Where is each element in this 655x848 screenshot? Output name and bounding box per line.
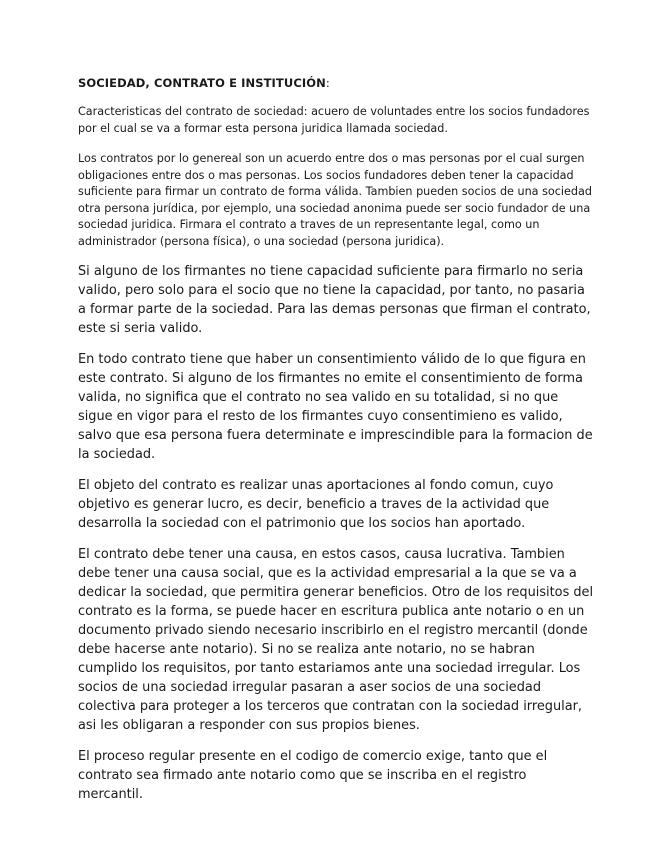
paragraph-object: El objeto del contrato es realizar unas aportaciones al fondo comun, cuyo objetivo es generar lucro, es decir, beneficio a traves de la actividad que desarrolla la sociedad con el patrimonio que los socios han aportado.: [78, 478, 554, 531]
title-text: SOCIEDAD, CONTRATO E INSTITUCIÓN: [78, 76, 326, 90]
paragraph-regular-process: El proceso regular presente en el codigo de comercio exige, tanto que el contrato sea firmado ante notario como que se inscriba en el registro mercantil.: [78, 749, 548, 802]
paragraph-contracts: Los contratos por lo genereal son un acuerdo entre dos o mas personas por el cual surgen obligaciones entre dos o mas personas. Los socios fundadores deben tener la capacidad suficiente para firmar un contrato de forma válida. Tambien pueden socios de una sociedad otra persona jurídica, por ejemplo, una sociedad anonima puede ser socio fundador de una sociedad juridica. Firmara el contrato a traves de un representante legal, como un administrador (persona física), o una sociedad (persona juridica).: [78, 152, 592, 248]
paragraph-characteristics: Caracteristicas del contrato de sociedad: acuero de voluntades entre los socios fundadores por el cual se va a formar esta persona juridica llamada sociedad.: [78, 105, 590, 135]
paragraph-capacity: Si alguno de los firmantes no tiene capacidad suficiente para firmarlo no seria valido, pero solo para el socio que no tiene la capacidad, por tanto, no pasaria a formar parte de la sociedad. Para las demas personas que firman el contrato, este si seria valido.: [78, 264, 591, 336]
document-title: [78, 76, 595, 90]
paragraph-consent: En todo contrato tiene que haber un consentimiento válido de lo que figura en este contrato. Si alguno de los firmantes no emite el consentimiento de forma valida, no significa que el contrato no sea valido en su totalidad, si no que sigue en vigor para el resto de los firmantes cuyo consentimieno es valido, salvo que esa persona fuera determinate e imprescindible para la formacion de la sociedad.: [78, 352, 593, 462]
paragraph-cause: El contrato debe tener una causa, en estos casos, causa lucrativa. Tambien debe tener una causa social, que es la actividad empresarial a la que se va a dedicar la sociedad, que permitira generar beneficios. Otro de los requisitos del contrato es la forma, se puede hacer en escritura publica ante notario o en un documento privado siendo necesario inscribirlo en el registro mercantil (donde debe hacerse ante notario). Si no se realiza ante notario, no se habran cumplido los requisitos, por tanto estariamos ante una sociedad irregular. Los socios de una sociedad irregular pasaran a aser socios de una sociedad colectiva para proteger a los terceros que contratan con la sociedad irregular, asi les obligaran a responder con sus propios bienes.: [78, 547, 594, 733]
title-colon: :: [325, 76, 330, 90]
